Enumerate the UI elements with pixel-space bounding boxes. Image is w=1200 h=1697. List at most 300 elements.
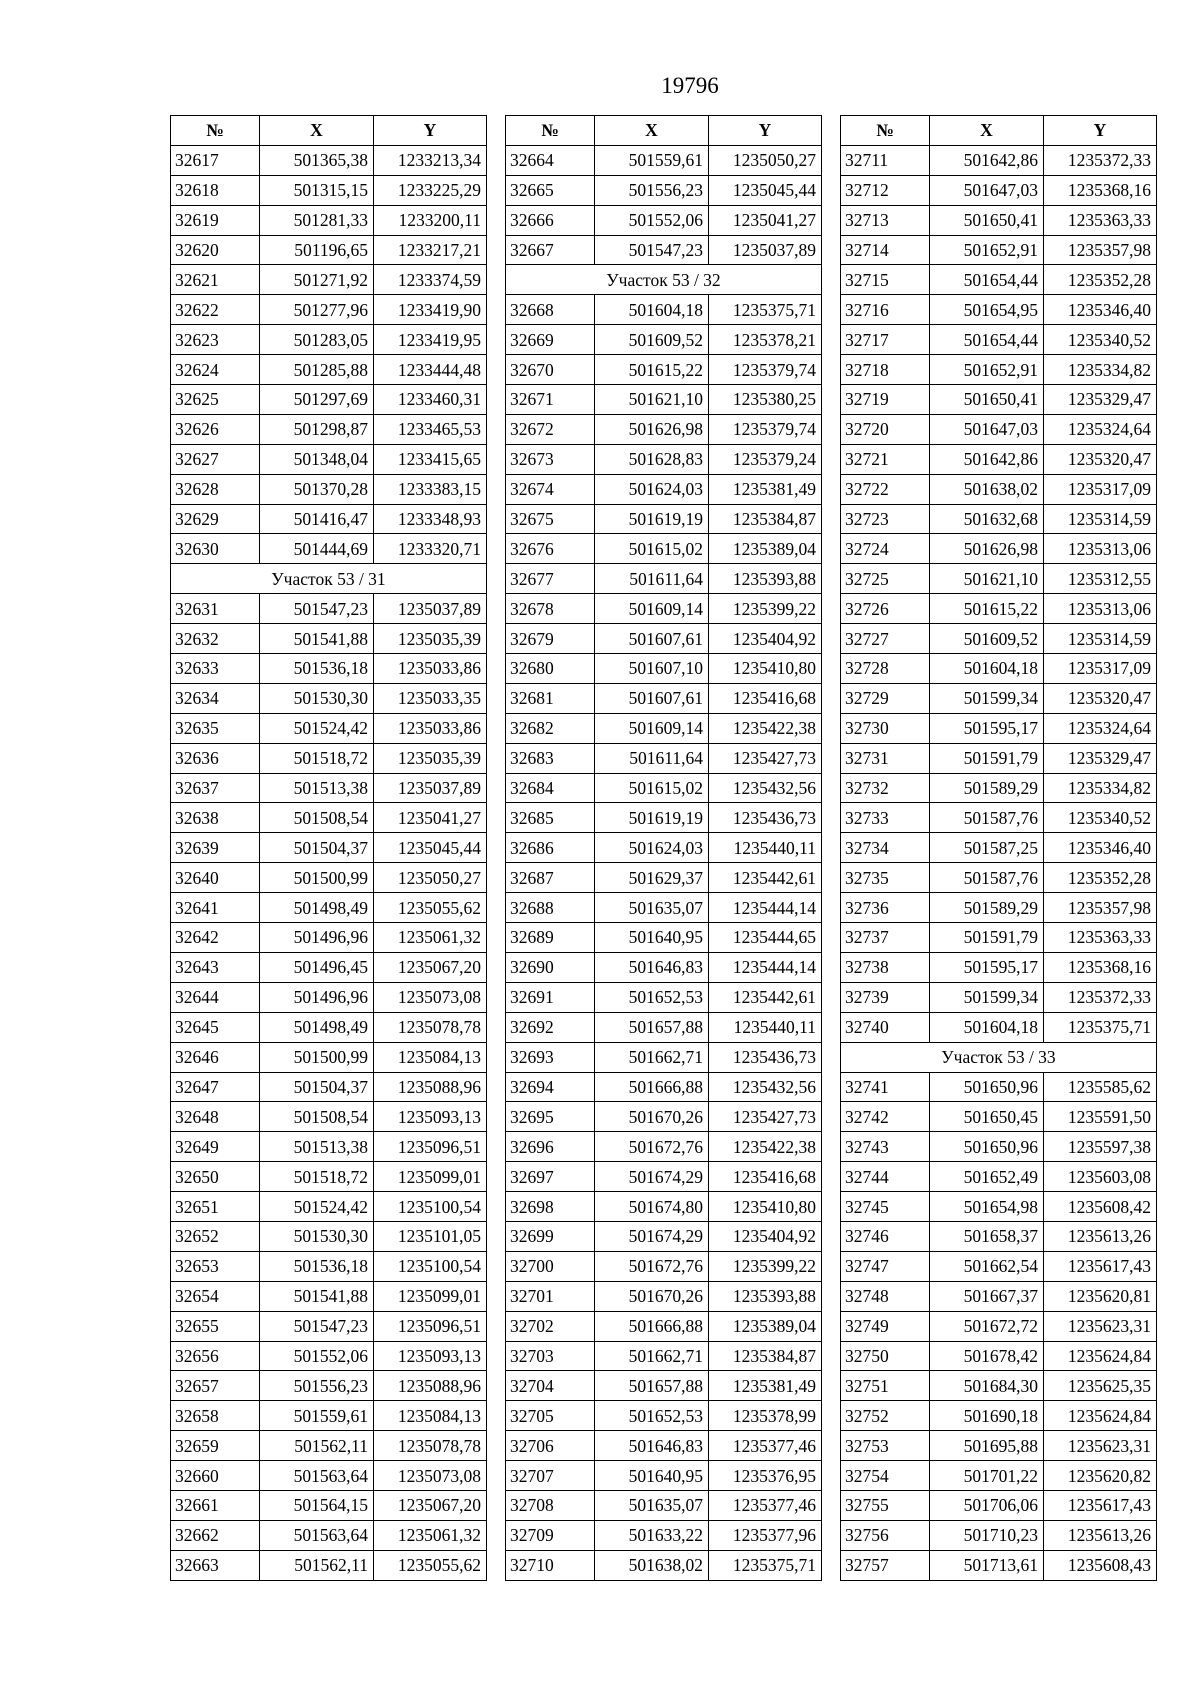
point-number: 32704 (506, 1371, 595, 1401)
x-coordinate: 501591,79 (930, 743, 1044, 773)
point-number: 32709 (506, 1520, 595, 1550)
y-coordinate: 1233444,48 (374, 355, 487, 385)
x-coordinate: 501701,22 (930, 1461, 1044, 1491)
x-coordinate: 501277,96 (260, 295, 374, 325)
x-coordinate: 501587,25 (930, 833, 1044, 863)
x-coordinate: 501640,95 (595, 1461, 709, 1491)
y-coordinate: 1235393,88 (709, 1281, 822, 1311)
y-coordinate: 1235432,56 (709, 1072, 822, 1102)
point-number: 32715 (841, 265, 930, 295)
y-coordinate: 1235368,16 (1044, 952, 1157, 982)
point-number: 32634 (171, 683, 260, 713)
point-number: 32629 (171, 504, 260, 534)
point-number: 32678 (506, 594, 595, 624)
y-coordinate: 1235608,43 (1044, 1550, 1157, 1580)
x-coordinate: 501283,05 (260, 325, 374, 355)
y-coordinate: 1235334,82 (1044, 773, 1157, 803)
table-row (506, 654, 822, 684)
point-number: 32673 (506, 444, 595, 474)
y-coordinate: 1235088,96 (374, 1072, 487, 1102)
y-coordinate: 1235377,46 (709, 1431, 822, 1461)
x-coordinate: 501416,47 (260, 504, 374, 534)
x-coordinate: 501196,65 (260, 235, 374, 265)
table-row (506, 1371, 822, 1401)
x-coordinate: 501564,15 (260, 1490, 374, 1520)
table-row (171, 504, 487, 534)
point-number: 32653 (171, 1251, 260, 1281)
x-coordinate: 501530,30 (260, 683, 374, 713)
x-coordinate: 501646,83 (595, 952, 709, 982)
y-coordinate: 1235436,73 (709, 1042, 822, 1072)
y-coordinate: 1235427,73 (709, 743, 822, 773)
table-row (841, 235, 1157, 265)
table-row (506, 1192, 822, 1222)
point-number: 32724 (841, 534, 930, 564)
point-number: 32657 (171, 1371, 260, 1401)
x-coordinate: 501647,03 (930, 414, 1044, 444)
table-row (506, 863, 822, 893)
point-number: 32732 (841, 773, 930, 803)
point-number: 32658 (171, 1401, 260, 1431)
point-number: 32630 (171, 534, 260, 564)
x-coordinate: 501652,91 (930, 235, 1044, 265)
table-row (841, 923, 1157, 953)
point-number: 32623 (171, 325, 260, 355)
table-row (506, 444, 822, 474)
x-coordinate: 501657,88 (595, 1012, 709, 1042)
point-number: 32632 (171, 624, 260, 654)
page-number: 19796 (661, 73, 719, 98)
y-coordinate: 1235377,96 (709, 1520, 822, 1550)
header-y: Y (1044, 116, 1157, 146)
y-coordinate: 1235410,80 (709, 1192, 822, 1222)
y-coordinate: 1235317,09 (1044, 474, 1157, 504)
y-coordinate: 1235440,11 (709, 1012, 822, 1042)
point-number: 32647 (171, 1072, 260, 1102)
point-number: 32621 (171, 265, 260, 295)
y-coordinate: 1235093,13 (374, 1341, 487, 1371)
y-coordinate: 1235041,27 (709, 205, 822, 235)
table-row (841, 414, 1157, 444)
table-row (506, 1072, 822, 1102)
y-coordinate: 1235624,84 (1044, 1341, 1157, 1371)
y-coordinate: 1235099,01 (374, 1281, 487, 1311)
x-coordinate: 501624,03 (595, 474, 709, 504)
x-coordinate: 501591,79 (930, 923, 1044, 953)
y-coordinate: 1235045,44 (709, 175, 822, 205)
x-coordinate: 501599,34 (930, 982, 1044, 1012)
y-coordinate: 1235591,50 (1044, 1102, 1157, 1132)
x-coordinate: 501559,61 (595, 145, 709, 175)
x-coordinate: 501662,71 (595, 1341, 709, 1371)
point-number: 32737 (841, 923, 930, 953)
point-number: 32735 (841, 863, 930, 893)
point-number: 32635 (171, 713, 260, 743)
y-coordinate: 1235623,31 (1044, 1431, 1157, 1461)
table-row (171, 1221, 487, 1251)
table-row (171, 1042, 487, 1072)
y-coordinate: 1235334,82 (1044, 355, 1157, 385)
x-coordinate: 501604,18 (930, 1012, 1044, 1042)
table-row (841, 594, 1157, 624)
table-row (171, 1251, 487, 1281)
point-number: 32694 (506, 1072, 595, 1102)
table-header-row (506, 116, 822, 146)
x-coordinate: 501496,96 (260, 982, 374, 1012)
table-row (171, 1102, 487, 1132)
point-number: 32757 (841, 1550, 930, 1580)
table-row (841, 564, 1157, 594)
point-number: 32618 (171, 175, 260, 205)
table-row (841, 1550, 1157, 1580)
y-coordinate: 1235410,80 (709, 654, 822, 684)
table-row (171, 1490, 487, 1520)
point-number: 32646 (171, 1042, 260, 1072)
x-coordinate: 501589,29 (930, 893, 1044, 923)
x-coordinate: 501615,22 (930, 594, 1044, 624)
y-coordinate: 1235597,38 (1044, 1132, 1157, 1162)
table-row (171, 355, 487, 385)
point-number: 32738 (841, 952, 930, 982)
table-row (841, 1311, 1157, 1341)
table-row (841, 1401, 1157, 1431)
y-coordinate: 1235381,49 (709, 1371, 822, 1401)
header-x: X (595, 116, 709, 146)
y-coordinate: 1235363,33 (1044, 205, 1157, 235)
table-row (506, 175, 822, 205)
y-coordinate: 1235041,27 (374, 803, 487, 833)
table-row (171, 713, 487, 743)
table-row (506, 564, 822, 594)
point-number: 32716 (841, 295, 930, 325)
y-coordinate: 1235380,25 (709, 385, 822, 415)
x-coordinate: 501654,98 (930, 1192, 1044, 1222)
point-number: 32750 (841, 1341, 930, 1371)
y-coordinate: 1233415,65 (374, 444, 487, 474)
x-coordinate: 501552,06 (595, 205, 709, 235)
x-coordinate: 501615,22 (595, 355, 709, 385)
y-coordinate: 1235096,51 (374, 1132, 487, 1162)
table-row (171, 325, 487, 355)
x-coordinate: 501504,37 (260, 1072, 374, 1102)
y-coordinate: 1235055,62 (374, 893, 487, 923)
y-coordinate: 1235329,47 (1044, 385, 1157, 415)
table-row (841, 1431, 1157, 1461)
y-coordinate: 1235375,71 (709, 295, 822, 325)
point-number: 32660 (171, 1461, 260, 1491)
y-coordinate: 1235101,05 (374, 1221, 487, 1251)
x-coordinate: 501654,44 (930, 325, 1044, 355)
x-coordinate: 501628,83 (595, 444, 709, 474)
x-coordinate: 501607,10 (595, 654, 709, 684)
y-coordinate: 1235313,06 (1044, 534, 1157, 564)
point-number: 32638 (171, 803, 260, 833)
point-number: 32755 (841, 1490, 930, 1520)
table-row (171, 1341, 487, 1371)
table-row (171, 863, 487, 893)
point-number: 32734 (841, 833, 930, 863)
y-coordinate: 1235608,42 (1044, 1192, 1157, 1222)
y-coordinate: 1235625,35 (1044, 1371, 1157, 1401)
y-coordinate: 1235375,71 (709, 1550, 822, 1580)
y-coordinate: 1235346,40 (1044, 833, 1157, 863)
x-coordinate: 501635,07 (595, 1490, 709, 1520)
point-number: 32710 (506, 1550, 595, 1580)
y-coordinate: 1233213,34 (374, 145, 487, 175)
table-row (171, 1012, 487, 1042)
point-number: 32622 (171, 295, 260, 325)
y-coordinate: 1235613,26 (1044, 1520, 1157, 1550)
table-row (171, 1311, 487, 1341)
header-y: Y (374, 116, 487, 146)
point-number: 32685 (506, 803, 595, 833)
x-coordinate: 501626,98 (930, 534, 1044, 564)
y-coordinate: 1235623,31 (1044, 1311, 1157, 1341)
table-row (841, 624, 1157, 654)
y-coordinate: 1235033,86 (374, 654, 487, 684)
table-row (841, 175, 1157, 205)
table-row (171, 235, 487, 265)
point-number: 32655 (171, 1311, 260, 1341)
point-number: 32679 (506, 624, 595, 654)
x-coordinate: 501298,87 (260, 414, 374, 444)
x-coordinate: 501678,42 (930, 1341, 1044, 1371)
x-coordinate: 501654,95 (930, 295, 1044, 325)
table-row (841, 295, 1157, 325)
point-number: 32725 (841, 564, 930, 594)
point-number: 32697 (506, 1162, 595, 1192)
y-coordinate: 1233320,71 (374, 534, 487, 564)
x-coordinate: 501642,86 (930, 145, 1044, 175)
x-coordinate: 501619,19 (595, 504, 709, 534)
x-coordinate: 501662,71 (595, 1042, 709, 1072)
x-coordinate: 501587,76 (930, 863, 1044, 893)
y-coordinate: 1233225,29 (374, 175, 487, 205)
y-coordinate: 1235389,04 (709, 1311, 822, 1341)
point-number: 32689 (506, 923, 595, 953)
x-coordinate: 501652,91 (930, 355, 1044, 385)
y-coordinate: 1235055,62 (374, 1550, 487, 1580)
table-row (171, 654, 487, 684)
point-number: 32631 (171, 594, 260, 624)
y-coordinate: 1235620,82 (1044, 1461, 1157, 1491)
y-coordinate: 1235379,24 (709, 444, 822, 474)
y-coordinate: 1233465,53 (374, 414, 487, 444)
table-row (506, 952, 822, 982)
x-coordinate: 501672,76 (595, 1251, 709, 1281)
y-coordinate: 1235340,52 (1044, 803, 1157, 833)
section-title: Участок 53 / 32 (506, 265, 822, 295)
x-coordinate: 501646,83 (595, 1431, 709, 1461)
table-row (841, 1162, 1157, 1192)
point-number: 32649 (171, 1132, 260, 1162)
x-coordinate: 501607,61 (595, 624, 709, 654)
table-row (506, 1012, 822, 1042)
table-row (171, 624, 487, 654)
x-coordinate: 501498,49 (260, 893, 374, 923)
table-row (506, 1490, 822, 1520)
table-row (506, 1132, 822, 1162)
x-coordinate: 501670,26 (595, 1102, 709, 1132)
table-row (841, 1281, 1157, 1311)
x-coordinate: 501609,14 (595, 713, 709, 743)
y-coordinate: 1235100,54 (374, 1192, 487, 1222)
x-coordinate: 501642,86 (930, 444, 1044, 474)
x-coordinate: 501611,64 (595, 743, 709, 773)
x-coordinate: 501508,54 (260, 1102, 374, 1132)
table-row (841, 893, 1157, 923)
x-coordinate: 501658,37 (930, 1221, 1044, 1251)
table-row (506, 683, 822, 713)
y-coordinate: 1235324,64 (1044, 414, 1157, 444)
table-row (506, 295, 822, 325)
table-row (841, 1221, 1157, 1251)
x-coordinate: 501599,34 (930, 683, 1044, 713)
point-number: 32628 (171, 474, 260, 504)
x-coordinate: 501638,02 (930, 474, 1044, 504)
x-coordinate: 501713,61 (930, 1550, 1044, 1580)
y-coordinate: 1235422,38 (709, 713, 822, 743)
y-coordinate: 1235033,35 (374, 683, 487, 713)
table-row (841, 1520, 1157, 1550)
point-number: 32617 (171, 145, 260, 175)
table-row (506, 504, 822, 534)
x-coordinate: 501672,76 (595, 1132, 709, 1162)
y-coordinate: 1233419,90 (374, 295, 487, 325)
table-row (506, 1311, 822, 1341)
point-number: 32699 (506, 1221, 595, 1251)
point-number: 32669 (506, 325, 595, 355)
y-coordinate: 1235603,08 (1044, 1162, 1157, 1192)
y-coordinate: 1233348,93 (374, 504, 487, 534)
y-coordinate: 1235381,49 (709, 474, 822, 504)
y-coordinate: 1235377,46 (709, 1490, 822, 1520)
table-row (171, 1431, 487, 1461)
y-coordinate: 1235617,43 (1044, 1251, 1157, 1281)
x-coordinate: 501524,42 (260, 713, 374, 743)
y-coordinate: 1235099,01 (374, 1162, 487, 1192)
y-coordinate: 1235379,74 (709, 355, 822, 385)
x-coordinate: 501666,88 (595, 1072, 709, 1102)
y-coordinate: 1235084,13 (374, 1401, 487, 1431)
point-number: 32692 (506, 1012, 595, 1042)
table-row (506, 1221, 822, 1251)
y-coordinate: 1235078,78 (374, 1431, 487, 1461)
table-row (841, 444, 1157, 474)
coordinate-table-1 (170, 115, 487, 1581)
y-coordinate: 1235617,43 (1044, 1490, 1157, 1520)
point-number: 32703 (506, 1341, 595, 1371)
x-coordinate: 501652,53 (595, 982, 709, 1012)
point-number: 32742 (841, 1102, 930, 1132)
point-number: 32747 (841, 1251, 930, 1281)
x-coordinate: 501710,23 (930, 1520, 1044, 1550)
x-coordinate: 501672,72 (930, 1311, 1044, 1341)
x-coordinate: 501626,98 (595, 414, 709, 444)
y-coordinate: 1235399,22 (709, 1251, 822, 1281)
x-coordinate: 501615,02 (595, 773, 709, 803)
table-row (506, 1401, 822, 1431)
y-coordinate: 1235045,44 (374, 833, 487, 863)
x-coordinate: 501604,18 (595, 295, 709, 325)
table-row (171, 175, 487, 205)
table-row (506, 1281, 822, 1311)
table-row (171, 982, 487, 1012)
x-coordinate: 501589,29 (930, 773, 1044, 803)
header-number: № (171, 116, 260, 146)
table-row (171, 1550, 487, 1580)
x-coordinate: 501348,04 (260, 444, 374, 474)
y-coordinate: 1235084,13 (374, 1042, 487, 1072)
x-coordinate: 501513,38 (260, 1132, 374, 1162)
point-number: 32676 (506, 534, 595, 564)
table-row (171, 385, 487, 415)
table-row (171, 952, 487, 982)
x-coordinate: 501650,45 (930, 1102, 1044, 1132)
y-coordinate: 1235314,59 (1044, 504, 1157, 534)
y-coordinate: 1235314,59 (1044, 624, 1157, 654)
point-number: 32643 (171, 952, 260, 982)
point-number: 32641 (171, 893, 260, 923)
table-row (171, 1162, 487, 1192)
table-row (841, 385, 1157, 415)
table-row (506, 474, 822, 504)
x-coordinate: 501615,02 (595, 534, 709, 564)
table-row (841, 1012, 1157, 1042)
y-coordinate: 1233460,31 (374, 385, 487, 415)
point-number: 32744 (841, 1162, 930, 1192)
y-coordinate: 1235378,21 (709, 325, 822, 355)
point-number: 32749 (841, 1311, 930, 1341)
x-coordinate: 501285,88 (260, 355, 374, 385)
y-coordinate: 1235352,28 (1044, 265, 1157, 295)
point-number: 32627 (171, 444, 260, 474)
x-coordinate: 501607,61 (595, 683, 709, 713)
x-coordinate: 501271,92 (260, 265, 374, 295)
x-coordinate: 501530,30 (260, 1221, 374, 1251)
point-number: 32729 (841, 683, 930, 713)
point-number: 32656 (171, 1341, 260, 1371)
point-number: 32731 (841, 743, 930, 773)
point-number: 32654 (171, 1281, 260, 1311)
point-number: 32644 (171, 982, 260, 1012)
section-row (841, 1042, 1157, 1072)
point-number: 32674 (506, 474, 595, 504)
y-coordinate: 1235436,73 (709, 803, 822, 833)
point-number: 32752 (841, 1401, 930, 1431)
y-coordinate: 1233200,11 (374, 205, 487, 235)
table-header-row (841, 116, 1157, 146)
section-title: Участок 53 / 31 (171, 564, 487, 594)
table-row (506, 1461, 822, 1491)
table-row (841, 1490, 1157, 1520)
y-coordinate: 1235444,14 (709, 952, 822, 982)
y-coordinate: 1235061,32 (374, 923, 487, 953)
point-number: 32721 (841, 444, 930, 474)
table-row (506, 1162, 822, 1192)
x-coordinate: 501595,17 (930, 713, 1044, 743)
table-row (841, 1072, 1157, 1102)
section-row (506, 265, 822, 295)
table-row (841, 325, 1157, 355)
table-row (171, 1281, 487, 1311)
x-coordinate: 501556,23 (260, 1371, 374, 1401)
point-number: 32650 (171, 1162, 260, 1192)
y-coordinate: 1235384,87 (709, 504, 822, 534)
y-coordinate: 1235384,87 (709, 1341, 822, 1371)
table-row (841, 205, 1157, 235)
point-number: 32652 (171, 1221, 260, 1251)
